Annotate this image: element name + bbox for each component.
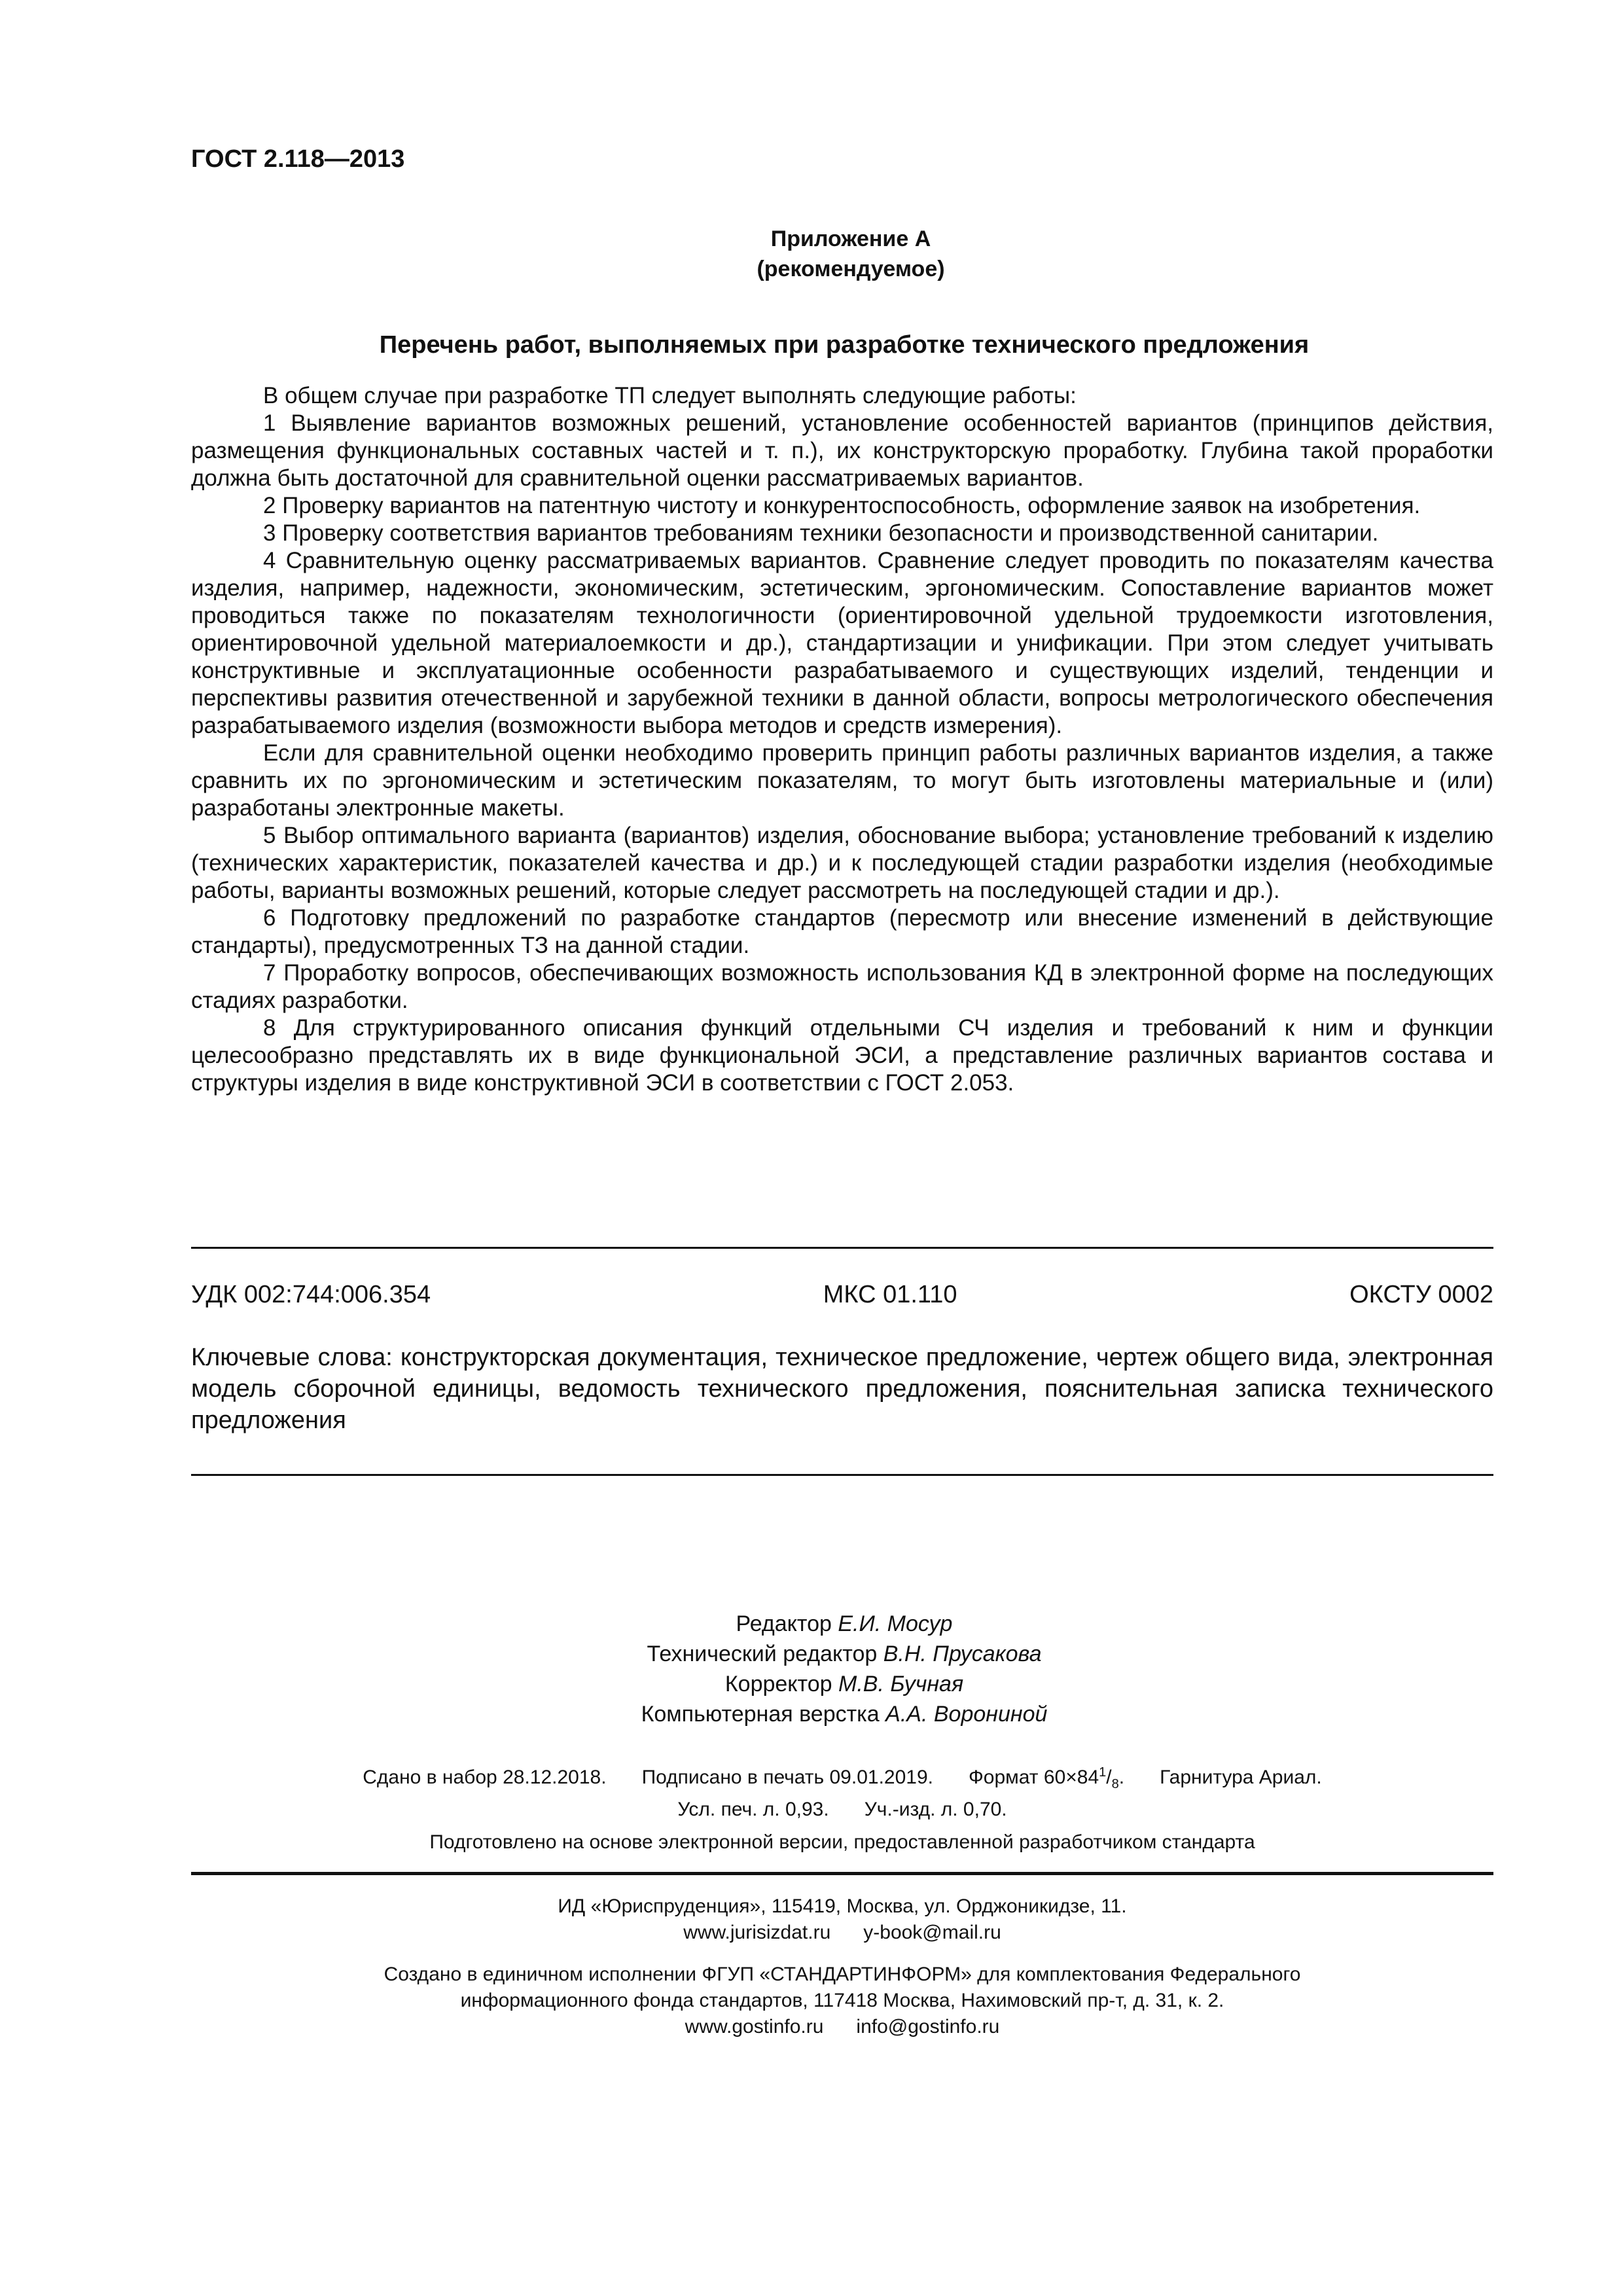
section-title: Перечень работ, выполняемых при разработке технического предложения (379, 331, 1310, 359)
credit-layout: Компьютерная верстка А.А. Ворониной (641, 1702, 1048, 1727)
paragraph: 4 Сравнительную оценку рассматриваемых вариантов. Сравнение следует проводить по показателям качества изделия, например, надежности, экономическим, эстетическим, эргономическим. Сопоставление вариантов может проводиться также по показателям технологичности (ориентировочной удельной трудоемкости изготовления, ориентировочной удельной материалоемкости и др.), стандартизации и унификации. При этом следует учитывать конструктивные и эксплуатационные особенности разрабатываемого и существующих изделий, тенденции и перспективы развития отечественной и зарубежной техники в данной области, вопросы метрологического обеспечения разрабатываемого изделия (возможности выбора методов и средств измерения). (191, 548, 1493, 738)
mks-code: МКС 01.110 (823, 1281, 957, 1308)
keywords: Ключевые слова: конструкторская документация, техническое предложение, чертеж общего вида, электронная модель сборочной единицы, ведомость технического предложения, пояснительная записка технического предложения (191, 1344, 1493, 1434)
credits (524, 1609, 1165, 1729)
udk-code: УДК 002:744:006.354 (191, 1281, 431, 1308)
paragraph: 8 Для структурированного описания функций отдельными СЧ изделия и требований к ним и функции целесообразно представлять их в виде функциональной ЭСИ, а представление различных вариантов состава и структуры изделия в виде конструктивной ЭСИ в соответствии с ГОСТ 2.053. (191, 1015, 1493, 1096)
paragraph: 3 Проверку соответствия вариантов требованиям техники безопасности и производственной санитарии. (263, 520, 1379, 546)
divider-bottom (191, 1474, 1493, 1476)
creator-info: Создано в единичном исполнении ФГУП «СТАНДАРТИНФОРМ» для комплектования Федерального информационного фонда стандартов, 117418 Москва, Нахимовский пр-т, д. 31, к. 2. www.gostinfo.ru info@gostinfo.ru (383, 1964, 1301, 2037)
paragraph: Если для сравнительной оценки необходимо проверить принцип работы различных вариантов изделия, а также сравнить их по эргономическим и эстетическим показателям, то могут быть изготовлены материальные и (или) разработаны электронные макеты. (191, 740, 1493, 821)
paragraph: 6 Подготовку предложений по разработке стандартов (пересмотр или внесение изменений в действующие стандарты), предусмотренных ТЗ на данной стадии. (191, 905, 1493, 958)
document-code-header: ГОСТ 2.118—2013 (191, 145, 405, 173)
appendix-title: Приложение А (770, 226, 931, 251)
classification-codes (191, 1281, 1493, 1309)
publisher-info: ИД «Юриспруденция», 115419, Москва, ул. Орджоникидзе, 11. www.jurisizdat.ru y-book@mail.ru (558, 1895, 1127, 1943)
paragraph: 2 Проверку вариантов на патентную чистоту и конкурентоспособность, оформление заявок на изобретения. (263, 493, 1421, 518)
paragraph: 1 Выявление вариантов возможных решений, установление особенностей вариантов (принципов действия, размещения функциональных составных частей и т. п.), их конструкторскую проработку. Глубина такой проработки должна быть достаточной для сравнительной оценки рассматриваемых вариантов. (191, 410, 1493, 491)
paragraph: В общем случае при разработке ТП следует выполнять следующие работы: (263, 383, 1077, 408)
credit-tech-editor: Технический редактор В.Н. Прусакова (647, 1641, 1042, 1666)
print-info-line-1: Сдано в набор 28.12.2018. Подписано в печать 09.01.2019. Формат $60\times 84^1/_8$. Гарнитура Ариал. (363, 1765, 1322, 1791)
divider-top (191, 1247, 1493, 1249)
print-info-line-2: Усл. печ. л. 0,93. Уч.-изд. л. 0,70. (677, 1799, 1007, 1820)
body-text (191, 382, 1493, 1097)
okstu-code: ОКСТУ 0002 (1349, 1281, 1493, 1308)
appendix-subtitle: (рекомендуемое) (757, 257, 945, 281)
divider-thick (191, 1872, 1493, 1875)
credit-editor: Редактор Е.И. Мосур (736, 1611, 953, 1636)
paragraph: 7 Проработку вопросов, обеспечивающих возможность использования КД в электронной форме на последующих стадиях разработки. (191, 960, 1493, 1013)
paragraph: 5 Выбор оптимального варианта (вариантов) изделия, обоснование выбора; установление требований к изделию (технических характеристик, показателей качества и др.) и к последующей стадии разработки изделия (необходимые работы, варианты возможных решений, которые следует рассмотреть на последующей стадии и др.). (191, 823, 1493, 903)
print-prepared-note: Подготовлено на основе электронной версии, предоставленной разработчиком стандарта (429, 1831, 1255, 1853)
credit-proofreader: Корректор М.В. Бучная (724, 1672, 964, 1696)
